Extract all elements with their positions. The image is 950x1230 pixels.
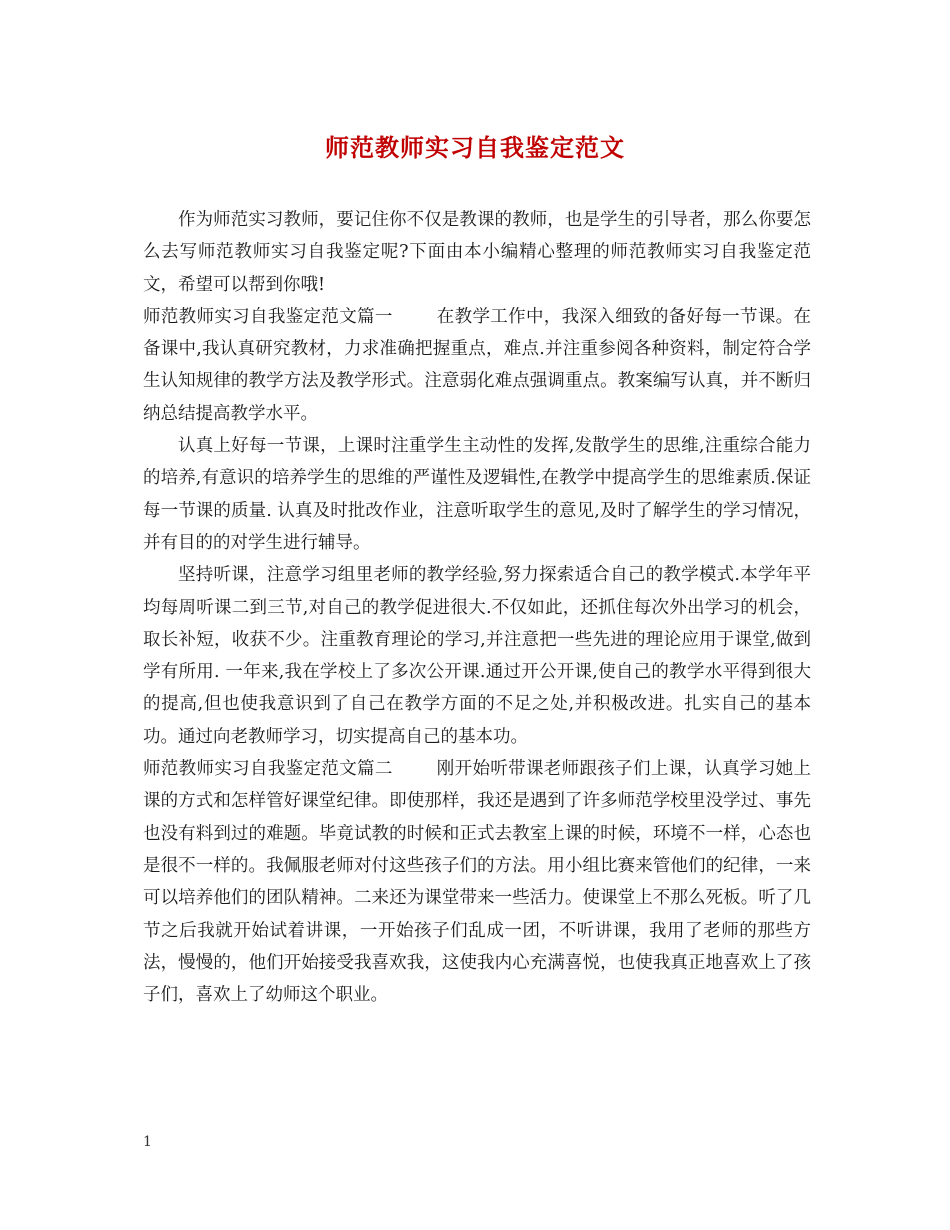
paragraph-part1-third: 坚持听课，注意学习组里老师的教学经验,努力探索适合自己的教学模式.本学年平均每周听课二到三节,对自己的教学促进很大.不仅如此，还抓住每次外出学习的机会，取长补短，收获不少。注重教育理论的学习,并注意把一些先进的理论应用于课堂,做到学有所用. 一年来,我在学校上了多次公开课.通过开公开课,使自己的教学水平得到很大的提高,但也使我意识到了自己在教学方面的不足之处,并积极改进。扎实自己的基本功。通过向老教师学习，切实提高自己的基本功。: [143, 565, 811, 747]
paragraph-part1-first-text: 在教学工作中，我深入细致的备好每一节课。在备课中,我认真研究教材，力求准确把握重点，难点.并注重参阅各种资料，制定符合学生认知规律的教学方法及教学形式。注意弱化难点强调重点。教案编写认真，并不断归纳总结提高教学水平。: [143, 306, 812, 424]
section-heading-part2: 师范教师实习自我鉴定范文篇二: [143, 759, 393, 780]
document-title: 师范教师实习自我鉴定范文: [325, 133, 625, 162]
paragraph-intro: 作为师范实习教师，要记住你不仅是教课的教师，也是学生的引导者，那么你要怎么去写师范教师实习自我鉴定呢?下面由本小编精心整理的师范教师实习自我鉴定范文，希望可以帮到你哦!: [143, 210, 811, 295]
paragraph-part2-first: [143, 753, 811, 1011]
paragraph-part1-second: 认真上好每一节课，上课时注重学生主动性的发挥,发散学生的思维,注重综合能力的培养,有意识的培养学生的思维的严谨性及逻辑性,在教学中提高学生的思维素质.保证每一节课的质量. 认真及时批改作业，注意听取学生的意见,及时了解学生的学习情况，并有目的的对学生进行辅导。: [143, 436, 811, 553]
document-body: [143, 204, 811, 1011]
paragraph-part2-first-text: 刚开始听带课老师跟孩子们上课，认真学习她上课的方式和怎样管好课堂纪律。即使那样，我还是遇到了许多师范学校里没学过、事先也没有料到过的难题。毕竟试教的时候和正式去教室上课的时候，环境不一样，心态也是很不一样的。我佩服老师对付这些孩子们的方法。用小组比赛来管他们的纪律，一来可以培养他们的团队精神。二来还为课堂带来一些活力。使课堂上不那么死板。听了几节之后我就开始试着讲课，一开始孩子们乱成一团，不听讲课，我用了老师的那些方法，慢慢的，他们开始接受我喜欢我，这使我内心充满喜悦，也使我真正地喜欢上了孩子们，喜欢上了幼师这个职业。: [143, 759, 812, 1006]
page-number: 1: [143, 1134, 152, 1150]
paragraph-part1-first: [143, 301, 811, 430]
section-heading-part1: 师范教师实习自我鉴定范文篇一: [143, 306, 393, 327]
